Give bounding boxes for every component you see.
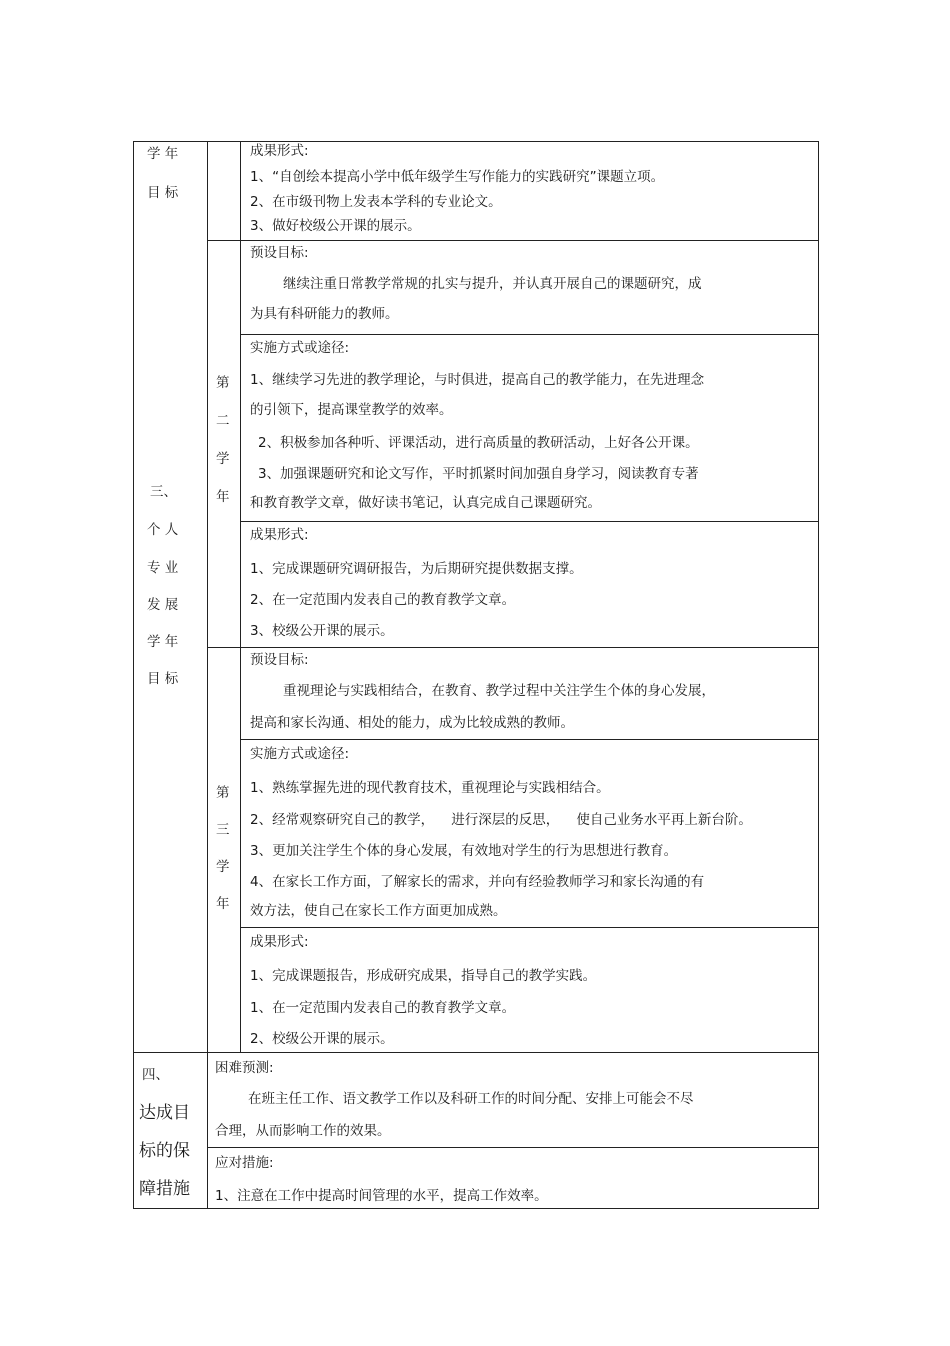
rule-year-col [240, 141, 241, 1053]
year2-label-2: 二 [216, 413, 230, 429]
rule-label-col [207, 141, 208, 1209]
year3-label-4: 年 [216, 896, 230, 912]
year3-results-heading: 成果形式: [250, 934, 309, 950]
year3-results-line-2: 1、在一定范围内发表自己的教育教学文章。 [250, 1000, 516, 1016]
rule-year3-top [207, 647, 819, 648]
rule-year2-top [207, 240, 819, 241]
year2-results-line-1: 1、完成课题研究调研报告，为后期研究提供数据支撑。 [250, 561, 583, 577]
section3-label-1: 三、 [150, 484, 177, 500]
year2-goal-heading: 预设目标: [250, 245, 309, 261]
year1-results-line-1: 1、“自创绘本提高小学中低年级学生写作能力的实践研究”课题立项。 [250, 169, 665, 185]
rule-bottom [133, 1208, 819, 1209]
year2-methods-heading: 实施方式或途径: [250, 340, 350, 356]
year3-label-2: 三 [216, 822, 230, 838]
year3-goal-heading: 预设目标: [250, 652, 309, 668]
year3-methods-line-5: 效方法，使自己在家长工作方面更加成熟。 [250, 903, 507, 919]
difficulty-heading: 困难预测: [215, 1060, 274, 1076]
rule-year3-goal [240, 739, 819, 740]
year3-goal-line-1: 重视理论与实践相结合，在教育、教学过程中关注学生个体的身心发展， [283, 683, 715, 699]
measures-heading: 应对措施: [215, 1155, 274, 1171]
section4-label-1: 四、 [142, 1067, 169, 1083]
year2-methods-line-4: 3、加强课题研究和论文写作，平时抓紧时间加强自身学习，阅读教育专著 [258, 466, 699, 482]
section4-label-2: 达成目 [139, 1103, 190, 1123]
year3-label-1: 第 [216, 785, 230, 801]
section3-top-label-2: 目 标 [147, 185, 179, 201]
year2-methods-line-2: 的引领下，提高课堂教学的效率。 [250, 402, 453, 418]
year3-results-line-3: 2、校级公开课的展示。 [250, 1031, 394, 1047]
year2-goal-line-1: 继续注重日常教学常规的扎实与提升，并认真开展自己的课题研究，成 [283, 276, 702, 292]
year1-results-line-3: 3、做好校级公开课的展示。 [250, 218, 421, 234]
rule-top [133, 141, 819, 142]
year2-methods-line-5: 和教育教学文章，做好读书笔记，认真完成自己课题研究。 [250, 495, 601, 511]
rule-left [133, 141, 134, 1209]
year2-methods-line-3: 2、积极参加各种听、评课活动，进行高质量的教研活动，上好各公开课。 [258, 435, 699, 451]
section3-label-5: 学 年 [147, 634, 179, 650]
difficulty-line-1: 在班主任工作、语文教学工作以及科研工作的时间分配、安排上可能会不尽 [248, 1091, 694, 1107]
year2-results-line-2: 2、在一定范围内发表自己的教育教学文章。 [250, 592, 516, 608]
year1-results-heading: 成果形式: [250, 143, 309, 159]
year3-goal-line-2: 提高和家长沟通、相处的能力，成为比较成熟的教师。 [250, 715, 574, 731]
year3-methods-line-3: 3、更加关注学生个体的身心发展，有效地对学生的行为思想进行教育。 [250, 843, 678, 859]
rule-year3-methods [240, 927, 819, 928]
difficulty-line-2: 合理，从而影响工作的效果。 [215, 1123, 391, 1139]
section3-label-4: 发 展 [147, 597, 179, 613]
year3-methods-line-1: 1、熟练掌握先进的现代教育技术，重视理论与实践相结合。 [250, 780, 610, 796]
section3-label-6: 目 标 [147, 671, 179, 687]
year2-label-3: 学 [216, 451, 230, 467]
rule-right [818, 141, 819, 1209]
rule-year2-methods [240, 521, 819, 522]
measures-line-1: 1、注意在工作中提高时间管理的水平，提高工作效率。 [215, 1188, 548, 1204]
year2-methods-line-1: 1、继续学习先进的教学理论，与时俱进，提高自己的教学能力，在先进理念 [250, 372, 705, 388]
section4-label-4: 障措施 [139, 1179, 190, 1199]
year2-results-line-3: 3、校级公开课的展示。 [250, 623, 394, 639]
year2-goal-line-2: 为具有科研能力的教师。 [250, 306, 399, 322]
rule-year2-goal [240, 334, 819, 335]
year3-methods-line-4: 4、在家长工作方面，了解家长的需求，并向有经验教师学习和家长沟通的有 [250, 874, 705, 890]
year2-label-1: 第 [216, 375, 230, 391]
year3-results-line-1: 1、完成课题报告，形成研究成果，指导自己的教学实践。 [250, 968, 597, 984]
year2-label-4: 年 [216, 489, 230, 505]
section3-top-label-1: 学 年 [147, 146, 179, 162]
section3-label-2: 个 人 [147, 522, 179, 538]
year3-methods-line-2: 2、经常观察研究自己的教学， 进行深层的反思， 使自己业务水平再上新台阶。 [250, 812, 752, 828]
year2-results-heading: 成果形式: [250, 527, 309, 543]
rule-section4-top [133, 1052, 819, 1053]
section3-label-3: 专 业 [147, 560, 179, 576]
rule-section4-mid [207, 1147, 819, 1148]
year1-results-line-2: 2、在市级刊物上发表本学科的专业论文。 [250, 194, 502, 210]
year3-label-3: 学 [216, 859, 230, 875]
year3-methods-heading: 实施方式或途径: [250, 746, 350, 762]
section4-label-3: 标的保 [139, 1141, 190, 1161]
